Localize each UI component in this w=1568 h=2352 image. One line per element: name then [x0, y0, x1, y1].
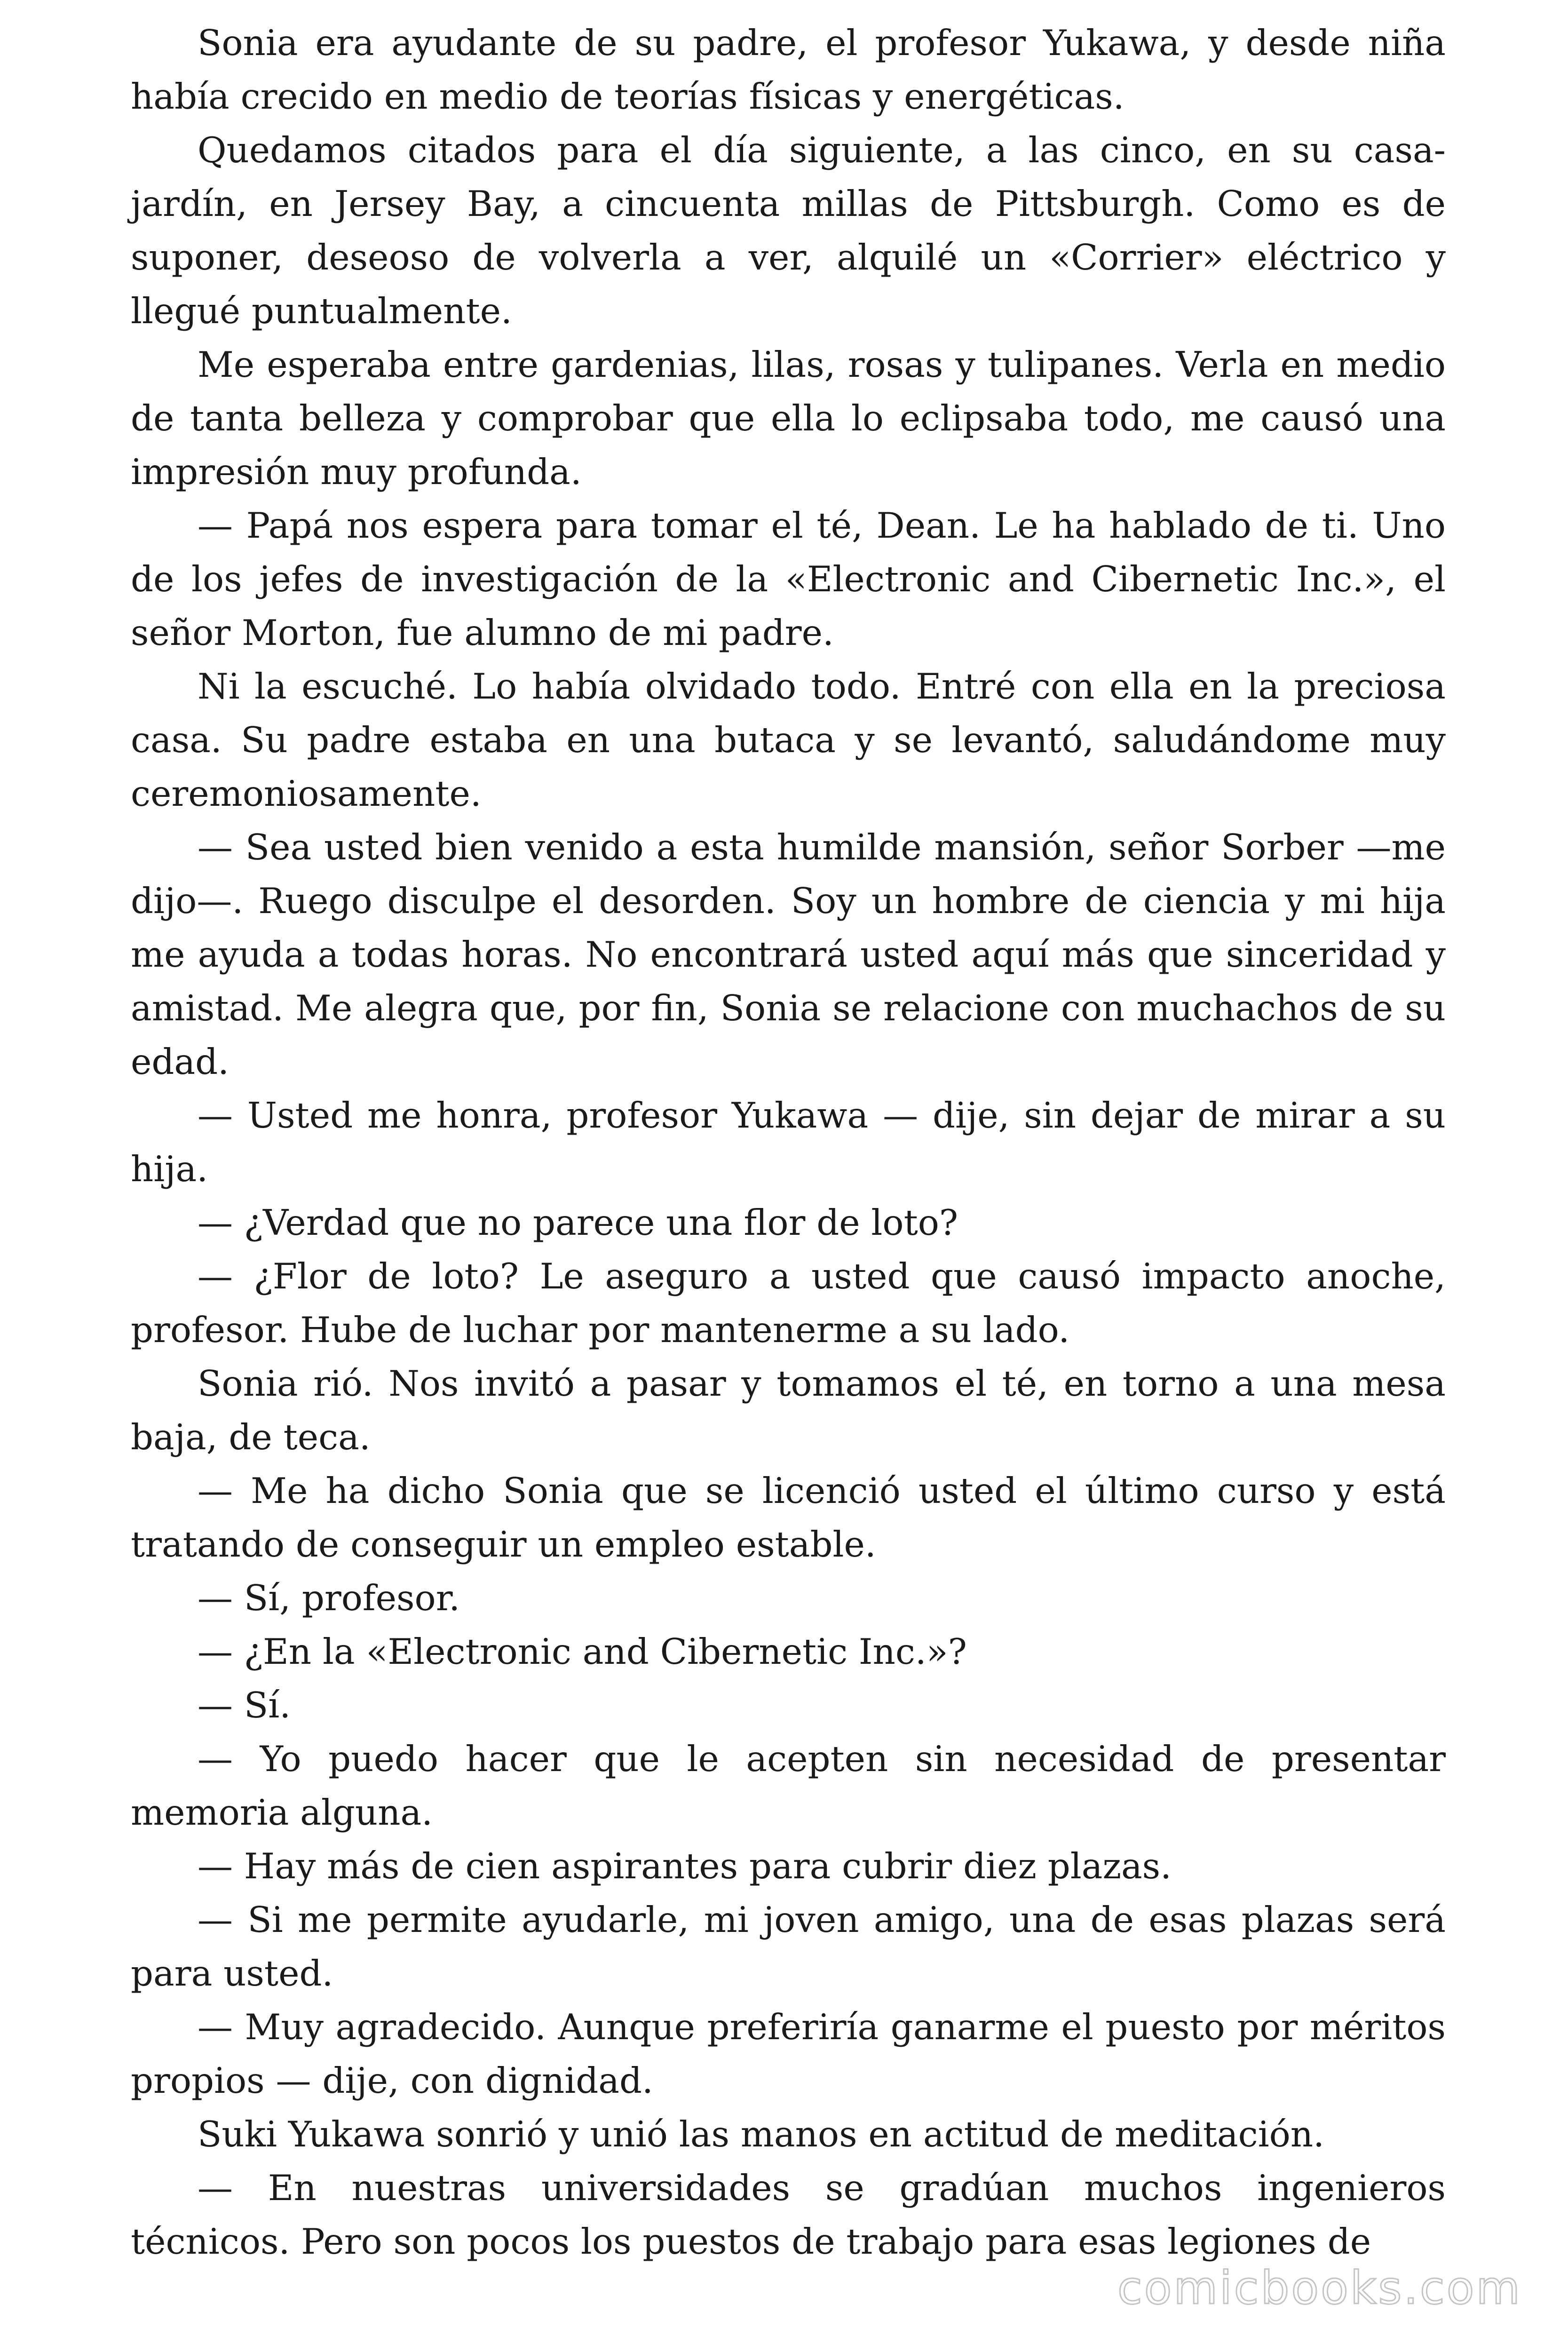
paragraph-1: Sonia era ayudante de su padre, el profesor Yukawa, y desde niña había crecido en medio de teorías físicas y energéticas.: [131, 22, 1446, 117]
paragraph-9: — ¿Flor de loto? Le aseguro a usted que causó impacto anoche, profesor. Hube de luchar por mantenerme a su lado.: [131, 1255, 1446, 1351]
paragraph-13: — ¿En la «Electronic and Cibernetic Inc.»?: [198, 1631, 967, 1672]
page-body: [131, 16, 1446, 2268]
paragraph-4: — Papá nos espera para tomar el té, Dean. Le ha hablado de ti. Uno de los jefes de investigación de la «Electronic and Cibernetic Inc.», el señor Morton, fue alumno de mi padre.: [131, 505, 1446, 653]
paragraph-14: — Sí.: [198, 1685, 291, 1726]
site-watermark: comicbooks.com: [1117, 2262, 1522, 2314]
paragraph-15: — Yo puedo hacer que le acepten sin necesidad de presentar memoria alguna.: [131, 1738, 1446, 1833]
paragraph-2: Quedamos citados para el día siguiente, a las cinco, en su casa-jardín, en Jersey Bay, a cincuenta millas de Pittsburgh. Como es de suponer, deseoso de volverla a ver, alquilé un «Corrier» eléctrico y llegué puntualmente.: [131, 129, 1446, 332]
paragraph-19: Suki Yukawa sonrió y unió las manos en actitud de meditación.: [198, 2114, 1324, 2155]
paragraph-20: — En nuestras universidades se gradúan muchos ingenieros técnicos. Pero son pocos los puestos de trabajo para esas legiones de: [131, 2167, 1446, 2262]
paragraph-18: — Muy agradecido. Aunque preferiría ganarme el puesto por méritos propios — dije, con dignidad.: [131, 2006, 1446, 2101]
paragraph-12: — Sí, profesor.: [198, 1577, 460, 1619]
paragraph-5: Ni la escuché. Lo había olvidado todo. Entré con ella en la preciosa casa. Su padre estaba en una butaca y se levantó, saludándome muy ceremoniosamente.: [131, 666, 1446, 814]
paragraph-6: — Sea usted bien venido a esta humilde mansión, señor Sorber —me dijo—. Ruego disculpe el desorden. Soy un hombre de ciencia y mi hija me ayuda a todas horas. No encontrará usted aquí más que sinceridad y amistad. Me alegra que, por fin, Sonia se relacione con muchachos de su edad.: [131, 826, 1446, 1082]
paragraph-7: — Usted me honra, profesor Yukawa — dije, sin dejar de mirar a su hija.: [131, 1095, 1446, 1190]
paragraph-10: Sonia rió. Nos invitó a pasar y tomamos el té, en torno a una mesa baja, de teca.: [131, 1363, 1446, 1458]
paragraph-11: — Me ha dicho Sonia que se licenció usted el último curso y está tratando de conseguir un empleo estable.: [131, 1470, 1446, 1565]
paragraph-17: — Si me permite ayudarle, mi joven amigo, una de esas plazas será para usted.: [131, 1899, 1446, 1994]
paragraph-8: — ¿Verdad que no parece una flor de loto?: [198, 1202, 958, 1243]
paragraph-3: Me esperaba entre gardenias, lilas, rosas y tulipanes. Verla en medio de tanta belleza y comprobar que ella lo eclipsaba todo, me causó una impresión muy profunda.: [131, 344, 1446, 493]
paragraph-16: — Hay más de cien aspirantes para cubrir diez plazas.: [198, 1845, 1172, 1887]
